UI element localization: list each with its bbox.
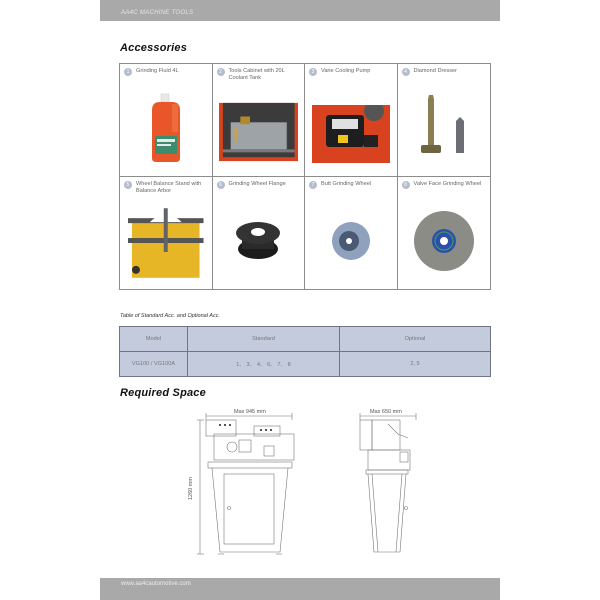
accessories-grid [119,63,491,290]
balance-stand-icon [126,205,206,284]
cell-optional: 2, 5 [340,352,491,377]
accessory-item [213,177,306,290]
accessory-label: Grinding Fluid 4L [136,68,179,74]
table-row [120,352,491,377]
accessories-table [119,326,491,377]
accessory-label: Vane Cooling Pump [321,68,371,74]
accessory-label: Valve Face Grinding Wheel [413,180,482,187]
accessory-item [305,177,398,290]
accessory-item [120,177,213,290]
accessories-title: Accessories [120,42,188,54]
accessory-item [120,64,213,177]
number-badge: 3 [309,68,317,76]
number-badge: 1 [124,68,132,76]
front-view-drawing [194,412,304,560]
side-view-drawing [358,412,422,560]
flange-icon [219,199,299,284]
height-label: 1260 mm [188,477,194,500]
header-text: AA4C MACHINE TOOLS [121,10,194,16]
number-badge: 7 [309,181,317,189]
brochure-page [100,0,500,600]
accessory-label: Grinding Wheel Flange [228,180,286,187]
header-standard: Standard [188,327,340,352]
accessory-item [213,64,306,177]
header-bar [100,0,500,21]
cell-model: VG100 / VG100A [120,352,188,377]
required-space-title: Required Space [120,387,206,399]
accessory-item [398,177,491,290]
fluid-bottle-icon [126,86,206,170]
side-width-label: Max 650 mm [370,409,402,415]
cabinet-icon [219,94,299,170]
number-badge: 6 [217,181,225,189]
header-optional: Optional [340,327,491,352]
number-badge: 5 [124,181,132,189]
table-header-row [120,327,491,352]
accessory-label: Butt Grinding Wheel [321,180,372,187]
accessory-label: Wheel Balance Stand with Balance Arbor [136,180,202,194]
number-badge: 2 [217,68,225,76]
pump-icon [311,98,391,170]
cell-standard: 1、 3、 4、 6、 7、 8 [188,352,340,377]
accessory-item [398,64,491,177]
number-badge: 4 [402,68,410,76]
front-width-label: Max 945 mm [234,409,266,415]
header-model: Model [120,327,188,352]
accessory-label: Tools Cabinet with 20L Coolant Tank [228,68,285,81]
accessory-label: Diamond Dresser [413,68,458,74]
table-caption: Table of Standard Acc. and Optional Acc. [120,313,220,319]
accessory-item [305,64,398,177]
footer-bar [100,578,500,600]
footer-url[interactable]: www.aa4cautomotive.com [121,581,191,587]
butt-wheel-icon [311,199,391,284]
valve-wheel-icon [404,199,485,284]
dresser-icon [404,86,485,170]
number-badge: 8 [402,181,410,189]
